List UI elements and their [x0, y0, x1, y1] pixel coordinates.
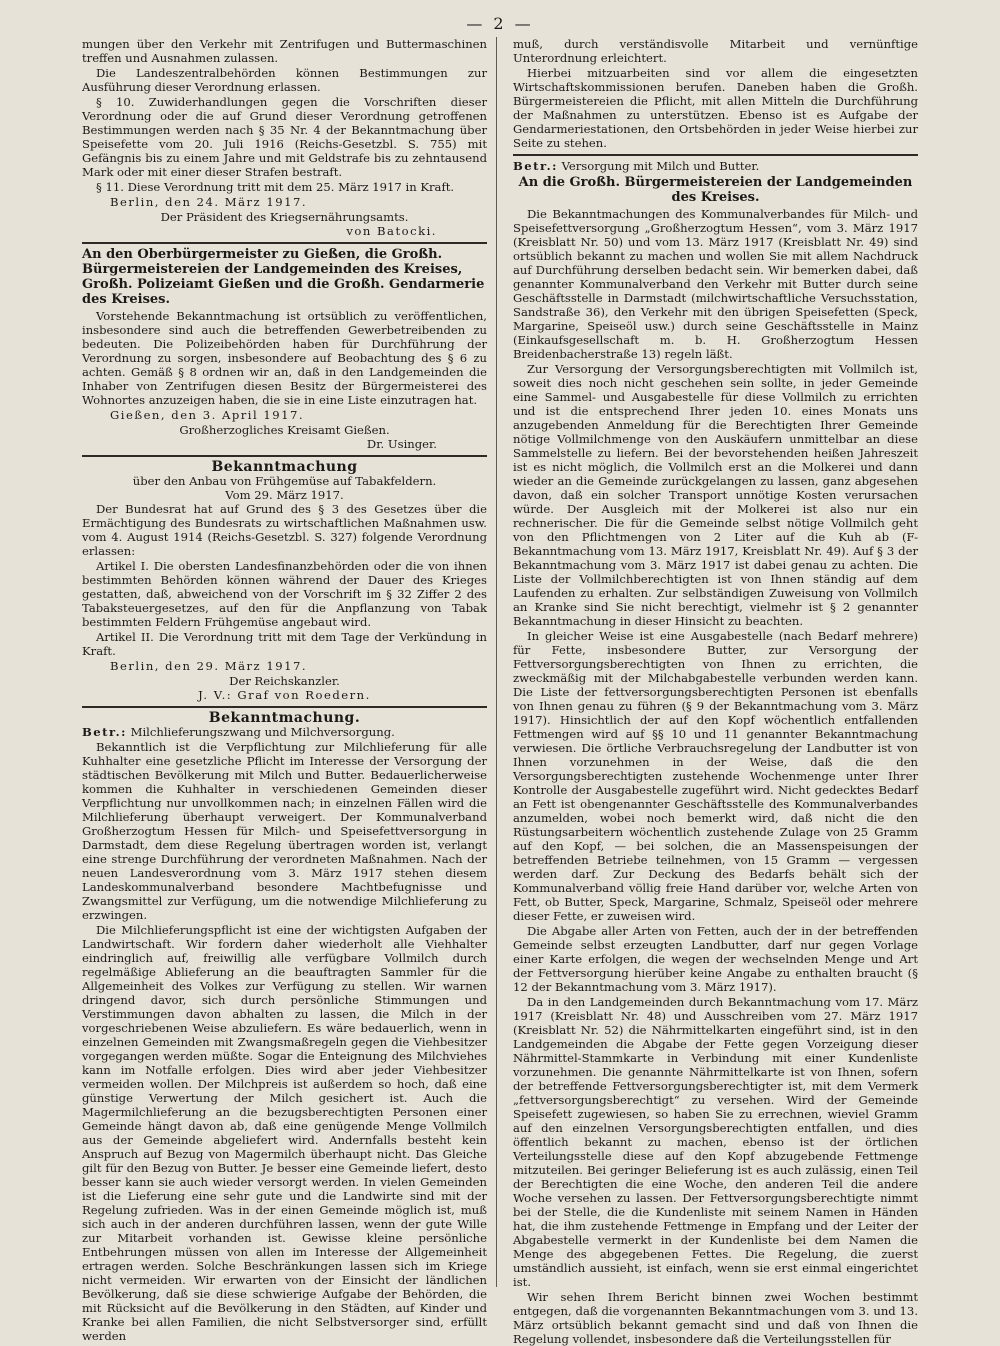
- paragraph: muß, durch verständisvolle Mitarbeit und vernünftige Unterordnung erleichtert.: [513, 37, 918, 65]
- section-title: Bekanntmachung: [211, 459, 358, 475]
- subject-line: [82, 725, 487, 739]
- column-divider: [496, 37, 497, 1287]
- subject-text: Milchlieferungszwang und Milchversorgung.: [130, 725, 395, 739]
- text-columns: [82, 37, 918, 1346]
- section-rule: [513, 154, 918, 156]
- paragraph: Bekanntlich ist die Verpflichtung zur Milchlieferung für alle Kuhhalter eine gesetzliche Pflicht im Interesse der Versorgung der städtischen Bevölkerung mit Milch und Butter. Bedauerlicherweise kommen die Kuhhalter in verschiedenen Gemeinden dieser Verpflichtung nur unvollkommen nach; in einzelnen Fällen wird die Milchlieferung überhaupt verweigert. Der Kommunalverband Großherzogtum Hessen für Milch- und Speisefettversorgung in Darmstadt, dem diese Regelung übertragen worden ist, verlangt eine strenge Durchführung der verordneten Maßnahmen. Nach der neuen Landesverordnung vom 3. März 1917 stehen diesem Landeskommunalverband besondere Machtbefugnisse und Zwangsmittel zur Verfügung, um die notwendige Milchlieferung zu erzwingen.: [82, 740, 487, 922]
- paragraph: Hierbei mitzuarbeiten sind vor allem die eingesetzten Wirtschaftskommissionen berufen. Daneben haben die Großh. Bürgermeistereien die Pflicht, mit allen Mitteln die Durchführung der Maßnahmen zu unterstützen. Ebenso ist es Aufgabe der Gendarmeriestationen, den Ortsbehörden in jeder Weise hierbei zur Seite zu stehen.: [513, 66, 918, 150]
- paragraph: Vorstehende Bekanntmachung ist ortsüblich zu veröffentlichen, insbesondere sind auch die betreffenden Gewerbetreibenden zu bedeuten. Die Polizeibehörden haben für Durchführung der Verordnung zu sorgen, insbesondere auf Beobachtung des § 6 zu achten. Gemäß § 8 ordnen wir an, daß in den Landgemeinden die Inhaber von Zentrifugen diesen Besitz der Bürgermeisterei des Wohnortes anzuzeigen haben, die sie in eine Liste einzutragen hat.: [82, 309, 487, 407]
- subject-text: Versorgung mit Milch und Butter.: [561, 159, 760, 173]
- paragraph: Die Landeszentralbehörden können Bestimmungen zur Ausführung dieser Verordnung erlassen.: [82, 66, 487, 94]
- paragraph: Der Bundesrat hat auf Grund des § 3 des Gesetzes über die Ermächtigung des Bundesrats zu wirtschaftlichen Maßnahmen usw. vom 4. August 1914 (Reichs-Gesetzbl. S. 327) folgende Verordnung erlassen:: [82, 502, 487, 558]
- signature-name: Dr. Usinger.: [366, 437, 437, 451]
- section-rule: [82, 455, 487, 457]
- paragraph: In gleicher Weise ist eine Ausgabestelle (nach Bedarf mehrere) für Fette, insbesondere Butter, zur Versorgung der Fettversorgungsberechtigten von Ihnen zu errichten, die zweckmäßig mit der Milchabgabestelle verbunden werden kann. Die Liste der fettversorgungsberechtigten Personen ist ebenfalls von Ihnen genau zu führen (§ 9 der Bekanntmachung vom 3. März 1917). Hinsichtlich der auf den Kopf wöchentlich entfallenden Fettmengen wird auf §§ 10 und 11 genannter Bekanntmachung verwiesen. Die örtliche Verbrauchsregelung der Landbutter ist von Ihnen vorzunehmen in der Weise, daß die den Versorgungsberechtigten zustehende Wochenmenge unter Ihrer Kontrolle der Ausgabestelle zugeführt wird. Nicht gedecktes Bedarf an Fett ist obengenannter Geschäftsstelle des Kommunalverbandes anzumelden, wobei noch bemerkt wird, daß nicht die den Rüstungsarbeitern wöchentlich zustehende Zulage von 25 Gramm auf den Kopf, — bei solchen, die an Massenspeisungen der betreffenden Betriebe teilnehmen, von 15 Gramm — vergessen werden darf. Zur Deckung des Bedarfs behält sich der Kommunalverband völlig freie Hand darüber vor, welche Arten von Fett, ob Butter, Speck, Margarine, Schmalz, Speiseöl oder mehrere dieser Fette, er zuweisen wird.: [513, 629, 918, 923]
- signature-place-date: Berlin, den 24. März 1917.: [110, 195, 308, 209]
- signature-office: Der Reichskanzler.: [229, 674, 340, 688]
- paragraph: Wir sehen Ihrem Bericht binnen zwei Wochen bestimmt entgegen, daß die vorgenannten Bekanntmachungen vom 3. und 13. März ortsüblich bekannt gemacht sind und daß von Ihnen die Regelung vollendet, insbesondere daß die Verteilungsstellen für: [513, 1290, 918, 1346]
- left-column: [82, 37, 487, 1343]
- address-heading: An den Oberbürgermeister zu Gießen, die Großh. Bürgermeistereien der Landgemeinden des Kreises, Großh. Polizeiamt Gießen und die Großh. Gendarmerie des Kreises.: [82, 247, 485, 307]
- section-rule: [82, 706, 487, 708]
- section-rule: [82, 242, 487, 244]
- paragraph: Artikel II. Die Verordnung tritt mit dem Tage der Verkündung in Kraft.: [82, 630, 487, 658]
- signature-office: Der Präsident des Kriegsernährungsamts.: [160, 210, 409, 224]
- signature-name: J. V.: Graf von Roedern.: [198, 688, 371, 702]
- paragraph: Die Bekanntmachungen des Kommunalverbandes für Milch- und Speisefettversorgung „Großherzogtum Hessen“, vom 3. März 1917 (Kreisblatt Nr. 50) und vom 13. März 1917 (Kreisblatt Nr. 49) sind ortsüblich bekannt zu machen und wollen Sie mit allem Nachdruck auf Durchführung derselben bedacht sein. Wir bemerken dabei, daß genannter Kommunalverband den Verkehr mit Butter durch seine Geschäftsstelle in Darmstadt (milchwirtschaftliche Versuchsstation, Sandstraße 36), den Verkehr mit den übrigen Speisefetten (Speck, Margarine, Speiseöl usw.) durch seine Geschäftsstelle in Mainz (Einkaufsgesellschaft m. b. H. Großherzogtum Hessen Breidenbacherstraße 13) regeln läßt.: [513, 207, 918, 361]
- paragraph: mungen über den Verkehr mit Zentrifugen und Buttermaschinen treffen und Ausnahmen zulassen.: [82, 37, 487, 65]
- paragraph: Die Abgabe aller Arten von Fetten, auch der in der betreffenden Gemeinde selbst erzeugten Landbutter, darf nur gegen Vorlage einer Karte erfolgen, die wegen der wechselnden Menge und Art der Fettversorgung hierüber keine Angabe zu enthalten braucht (§ 12 der Bekanntmachung vom 3. März 1917).: [513, 924, 918, 994]
- signature-place-date: Gießen, den 3. April 1917.: [110, 408, 305, 422]
- signature-name: von Batocki.: [346, 224, 437, 238]
- address-heading: An die Großh. Bürgermeistereien der Landgemeinden des Kreises.: [518, 175, 913, 205]
- page-number: — 2 —: [466, 14, 534, 33]
- paragraph: § 11. Diese Verordnung tritt mit dem 25. März 1917 in Kraft.: [96, 180, 455, 194]
- section-date: Vom 29. März 1917.: [225, 488, 344, 502]
- paragraph: Artikel I. Die obersten Landesfinanzbehörden oder die von ihnen bestimmten Behörden können während der Dauer des Krieges gestatten, daß, abweichend von der Vorschrift im § 32 Ziffer 2 des Tabaksteuergesetzes, auf den für die Anpflanzung von Tabak bestimmten Feldern Frühgemüse angebaut wird.: [82, 559, 487, 629]
- subject-line: [513, 159, 918, 173]
- paragraph: § 10. Zuwiderhandlungen gegen die Vorschriften dieser Verordnung oder die auf Grund dieser Verordnung getroffenen Bestimmungen werden nach § 35 Nr. 4 der Bekanntmachung über Speisefette vom 20. Juli 1916 (Reichs-Gesetzbl. S. 755) mit Gefängnis bis zu einem Jahre und mit Geldstrafe bis zu zehntausend Mark oder mit einer dieser Strafen bestraft.: [82, 95, 487, 179]
- paragraph: Die Milchlieferungspflicht ist eine der wichtigsten Aufgaben der Landwirtschaft. Wir fordern daher wiederholt alle Viehhalter eindringlich auf, freiwillig alle verfügbare Vollmilch durch regelmäßige Ablieferung an die beauftragten Sammler für die Allgemeinheit des Volkes zur Verfügung zu stellen. Wir warnen dringend davor, sich durch persönliche Stimmungen und Verstimmungen davon abhalten zu lassen, die Milch in der vorgeschriebenen Weise abzuliefern. Es wäre bedauerlich, wenn in einzelnen Gemeinden mit Zwangsmaßregeln gegen die Viehbesitzer vorgegangen werden müßte. Sogar die Enteignung des Milchviehes kann im Notfalle erfolgen. Dies wird aber jeder Viehbesitzer vermeiden wollen. Der Milchpreis ist außerdem so hoch, daß eine günstige Verwertung der Milch gesichert ist. Auch die Magermilchlieferung an die bezugsberechtigten Personen einer Gemeinde hängt davon ab, daß eine genügende Menge Vollmilch aus der Gemeinde abgeliefert wird. Andernfalls besteht kein Anspruch auf Bezug von Magermilch überhaupt nicht. Das Gleiche gilt für den Bezug von Butter. Je besser eine Gemeinde liefert, desto besser kann sie auch wieder versorgt werden. In vielen Gemeinden ist die Lieferung eine sehr gute und die Landwirte sind mit der Regelung zufrieden. Was in der einen Gemeinde möglich ist, muß sich auch in der anderen durchführen lassen, wenn der gute Wille zur Mitarbeit vorhanden ist. Gewisse kleine persönliche Entbehrungen müssen von allen im Interesse der Allgemeinheit ertragen werden. Solche Beschränkungen lassen sich im Kriege nicht vermeiden. Wir erwarten von der Einsicht der ländlichen Bevölkerung, daß sie diese schwierige Aufgabe der Behörden, die mit Rücksicht auf die Bevölkerung in den Städten, auf Kinder und Kranke bei allen Familien, die nicht Selbstversorger sind, erfüllt werden: [82, 923, 487, 1343]
- right-column: [513, 37, 918, 1346]
- signature-place-date: Berlin, den 29. März 1917.: [110, 659, 308, 673]
- section-title: Bekanntmachung.: [208, 710, 361, 726]
- signature-office: Großherzogliches Kreisamt Gießen.: [179, 423, 390, 437]
- paragraph: Zur Versorgung der Versorgungsberechtigten mit Vollmilch ist, soweit dies noch nicht geschehen sein sollte, in jeder Gemeinde eine Sammel- und Ausgabestelle für diese Vollmilch zu errichten und ist die entsprechend Ihrer jeden 10. eines Monats uns anzugebenden Anmeldung für die Berechtigten Ihrer Gemeinde nötige Vollmilchmenge von den Auskäufern unmittelbar an diese Sammelstelle zu liefern. Bei der bevorstehenden heißen Jahreszeit ist es nicht möglich, die Vollmilch erst an die Molkerei und dann wieder an die Gemeinde zurückgelangen zu lassen, ganz abgesehen davon, daß ein solcher Transport unnötige Kosten verursachen würde. Der Ausgleich mit der Molkerei ist also nur ein rechnerischer. Die für die Gemeinde selbst nötige Vollmilch geht von den Pflichtmengen von 2 Liter auf die Kuh ab (F-Bekanntmachung vom 13. März 1917, Kreisblatt Nr. 49). Auf § 3 der Bekanntmachung vom 3. März 1917 ist dabei genau zu achten. Die Liste der Vollmilchberechtigten ist von Ihnen ständig auf dem Laufenden zu erhalten. Zur selbständigen Zuweisung von Vollmilch an Kranke sind Sie nicht berechtigt, vielmehr ist § 2 genannter Bekanntmachung in dieser Hinsicht zu beachten.: [513, 362, 918, 628]
- subject-label: Betr.:: [513, 159, 558, 173]
- subject-label: Betr.:: [82, 725, 127, 739]
- paragraph: Da in den Landgemeinden durch Bekanntmachung vom 17. März 1917 (Kreisblatt Nr. 48) und Ausschreiben vom 27. März 1917 (Kreisblatt Nr. 52) die Nährmittelkarten eingeführt sind, ist in den Landgemeinden die Abgabe der Fette gegen Vorzeigung dieser Nährmittel-Stammkarte in Verbindung mit einer Kundenliste vorzunehmen. Die genannte Nährmittelkarte ist von Ihnen, sofern der betreffende Fettversorgungsberechtigter ist, mit dem Vermerk „fettversorgungsberechtigt“ zu versehen. Wird der Gemeinde Speisefett zugewiesen, so haben Sie zu errechnen, wieviel Gramm auf den einzelnen Versorgungsberechtigten entfallen, und dies öffentlich bekannt zu machen, ebenso ist der örtlichen Verteilungsstelle diese auf den Kopf abzugebende Fettmenge mitzuteilen. Bei geringer Belieferung ist es auch zulässig, einen Teil der Berechtigten die eine Woche, den anderen Teil die andere Woche versehen zu lassen. Der Fettversorgungsberechtigte nimmt bei der Stelle, die die Kundenliste mit seinem Namen in Händen hat, die ihm zustehende Fettmenge in Empfang und der Leiter der Abgabestelle vermerkt in der Kundenliste bei dem Namen die Menge des abgegebenen Fettes. Die Regelung, die zuerst umständlich aussieht, ist einfach, wenn sie erst einmal eingerichtet ist.: [513, 995, 918, 1289]
- section-subtitle: über den Anbau von Frühgemüse auf Tabakfeldern.: [132, 474, 437, 488]
